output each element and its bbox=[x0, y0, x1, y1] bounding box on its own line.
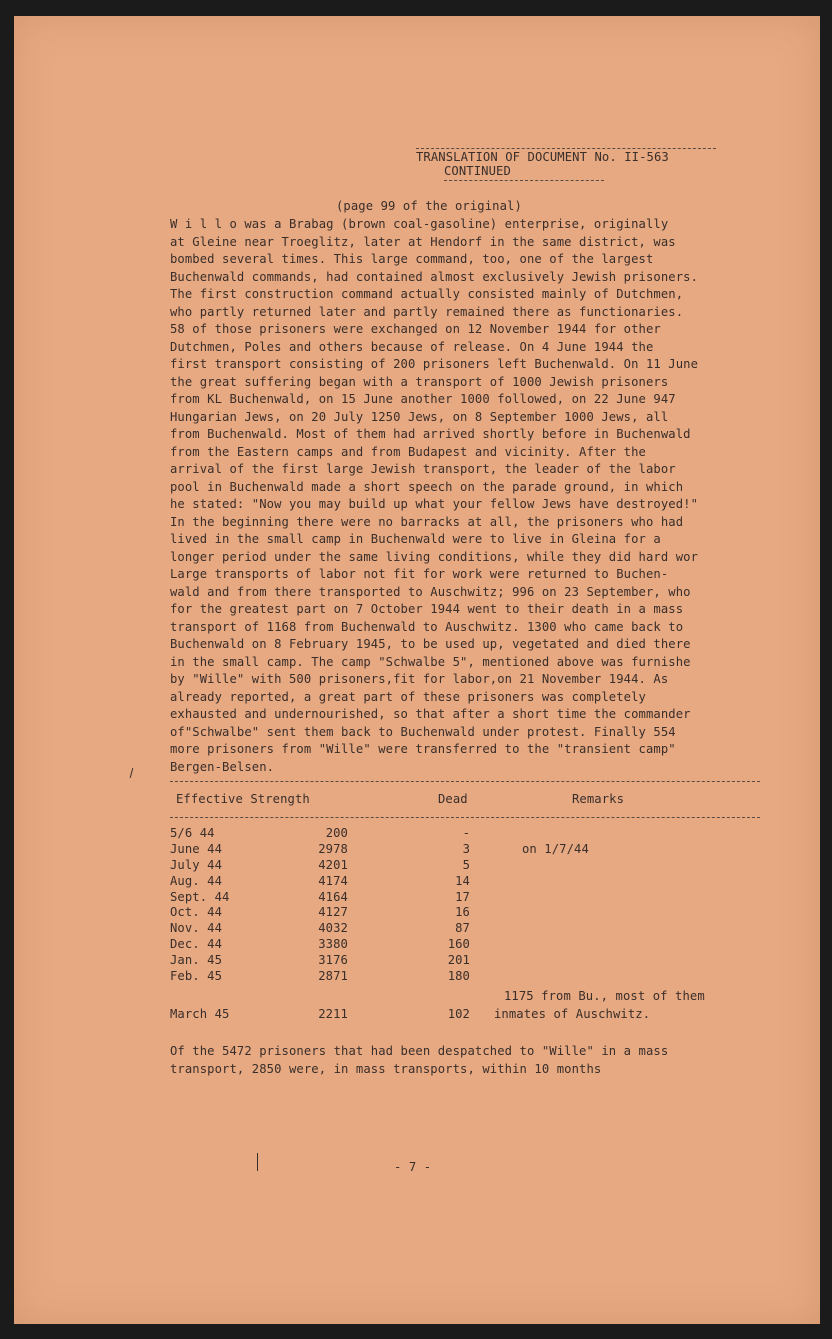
header-dead: Dead bbox=[438, 792, 468, 806]
text-line: pool in Buchenwald made a short speech on the parade ground, in which bbox=[170, 479, 684, 494]
heading-continued: CONTINUED bbox=[444, 164, 604, 181]
table-row bbox=[170, 858, 770, 874]
closing-text bbox=[170, 1043, 770, 1078]
text-line: arrival of the first large Jewish transport, the leader of the labor bbox=[170, 462, 676, 476]
text-line: of"Schwalbe" sent them back to Buchenwald under protest. Finally 554 bbox=[170, 724, 676, 739]
page-reference: (page 99 of the original) bbox=[336, 199, 522, 213]
cell-dead: 3 bbox=[462, 841, 470, 856]
cell-remarks-note: 1175 from Bu., most of them bbox=[504, 988, 705, 1003]
cell-strength: 200 bbox=[325, 826, 348, 840]
header-remarks: Remarks bbox=[572, 792, 625, 806]
cell-dead: 14 bbox=[455, 873, 470, 888]
text-line: Large transports of labor not fit for work were returned to Buchen- bbox=[170, 567, 669, 581]
text-line: at Gleine near Troeglitz, later at Hendorf in the same district, was bbox=[170, 234, 676, 249]
header-strength: Effective Strength bbox=[176, 792, 310, 806]
text-line: Buchenwald commands, had contained almost exclusively Jewish prisoners. bbox=[170, 269, 699, 284]
heading-title: TRANSLATION OF DOCUMENT No. II-563 bbox=[416, 148, 716, 164]
text-line: Dutchmen, Poles and others because of release. On 4 June 1944 the bbox=[170, 339, 654, 354]
text-line: in the small camp. The camp "Schwalbe 5", mentioned above was furnishe bbox=[170, 654, 691, 669]
cell-month: June 44 bbox=[170, 841, 223, 856]
text-line: the great suffering began with a transport of 1000 Jewish prisoners bbox=[170, 374, 669, 389]
cell-month: Sept. 44 bbox=[170, 889, 230, 904]
text-line: already reported, a great part of these prisoners was completely bbox=[170, 689, 646, 704]
table-row bbox=[170, 921, 770, 937]
text-line: exhausted and undernourished, so that after a short time the commander bbox=[170, 707, 691, 721]
cell-dead: 102 bbox=[447, 1006, 470, 1021]
cell-month: March 45 bbox=[170, 1006, 230, 1021]
cell-dead: 180 bbox=[447, 969, 470, 984]
text-line: longer period under the same living conditions, while they did hard wor bbox=[170, 549, 699, 564]
cell-dead: 17 bbox=[455, 889, 470, 904]
table-row bbox=[170, 937, 770, 953]
cell-month: Jan. 45 bbox=[170, 953, 223, 968]
cell-dead: 5 bbox=[462, 857, 470, 872]
table-row bbox=[170, 826, 770, 842]
cell-dead: 87 bbox=[455, 921, 470, 936]
table-row bbox=[170, 905, 770, 921]
text-line: more prisoners from "Wille" were transferred to the "transient camp" bbox=[170, 742, 676, 756]
text-line: from KL Buchenwald, on 15 June another 1000 followed, on 22 June 947 bbox=[170, 392, 676, 406]
cell-strength: 4174 bbox=[318, 873, 348, 888]
cell-month: 5/6 44 bbox=[170, 826, 215, 840]
text-line: transport of 1168 from Buchenwald to Auschwitz. 1300 who came back to bbox=[170, 619, 684, 634]
table-top-rule bbox=[170, 781, 760, 782]
table-header-rule bbox=[170, 817, 760, 818]
table-row bbox=[170, 1007, 770, 1023]
text-line: he stated: "Now you may build up what your fellow Jews have destroyed!" bbox=[170, 497, 699, 511]
cell-month: Feb. 45 bbox=[170, 969, 223, 984]
text-line: for the greatest part on 7 October 1944 went to their death in a mass bbox=[170, 602, 684, 616]
table-row bbox=[170, 842, 770, 858]
text-line: The first construction command actually consisted mainly of Dutchmen, bbox=[170, 287, 684, 301]
text-line: lived in the small camp in Buchenwald were to live in Gleina for a bbox=[170, 532, 661, 546]
cell-strength: 4164 bbox=[318, 889, 348, 904]
text-line: Hungarian Jews, on 20 July 1250 Jews, on 8 September 1000 Jews, all bbox=[170, 409, 669, 424]
text-line: Of the 5472 prisoners that had been despatched to "Wille" in a mass bbox=[170, 1044, 669, 1058]
text-line: by "Wille" with 500 prisoners,fit for labor,on 21 November 1944. As bbox=[170, 672, 669, 686]
cell-remarks: inmates of Auschwitz. bbox=[494, 1006, 651, 1021]
text-line: first transport consisting of 200 prisoners left Buchenwald. On 11 June bbox=[170, 357, 699, 371]
cell-month: Oct. 44 bbox=[170, 905, 223, 920]
cell-strength: 3176 bbox=[318, 953, 348, 968]
text-line: Buchenwald on 8 February 1945, to be used up, vegetated and died there bbox=[170, 637, 691, 651]
cell-month: Dec. 44 bbox=[170, 937, 223, 952]
table-row bbox=[170, 874, 770, 890]
body-text bbox=[170, 216, 770, 776]
cell-dead: 16 bbox=[455, 905, 470, 920]
cell-dead: 160 bbox=[447, 937, 470, 952]
text-line: from the Eastern camps and from Budapest and vicinity. After the bbox=[170, 444, 646, 459]
table-row bbox=[170, 953, 770, 969]
cell-strength: 4201 bbox=[318, 857, 348, 872]
text-line: transport, 2850 were, in mass transports, within 10 months bbox=[170, 1061, 602, 1076]
cell-strength: 2978 bbox=[318, 841, 348, 856]
table-row bbox=[170, 969, 770, 985]
cell-strength: 2211 bbox=[318, 1006, 348, 1021]
cell-strength: 4127 bbox=[318, 905, 348, 920]
cell-strength: 4032 bbox=[318, 921, 348, 936]
text-line: wald and from there transported to Auschwitz; 996 on 23 September, who bbox=[170, 584, 691, 599]
strength-table bbox=[170, 826, 770, 1023]
page-number: - 7 - bbox=[394, 1160, 432, 1174]
cell-strength: 2871 bbox=[318, 969, 348, 984]
text-line: 58 of those prisoners were exchanged on 12 November 1944 for other bbox=[170, 322, 661, 336]
cell-strength: 3380 bbox=[318, 937, 348, 952]
text-line: bombed several times. This large command, too, one of the largest bbox=[170, 252, 654, 266]
table-row bbox=[170, 890, 770, 906]
cell-dead: - bbox=[462, 826, 470, 840]
text-line: W i l l o was a Brabag (brown coal-gasoline) enterprise, originally bbox=[170, 217, 669, 231]
text-line: In the beginning there were no barracks at all, the prisoners who had bbox=[170, 514, 684, 529]
cell-month: July 44 bbox=[170, 857, 223, 872]
cell-dead: 201 bbox=[447, 953, 470, 968]
cell-month: Aug. 44 bbox=[170, 873, 223, 888]
text-line: from Buchenwald. Most of them had arrived shortly before in Buchenwald bbox=[170, 427, 691, 441]
cell-remarks: on 1/7/44 bbox=[522, 841, 589, 856]
document-heading bbox=[416, 148, 716, 181]
text-line: who partly returned later and partly remained there as functionaries. bbox=[170, 304, 684, 319]
cell-month: Nov. 44 bbox=[170, 921, 223, 936]
margin-mark bbox=[257, 1153, 258, 1171]
text-line: Bergen-Belsen. bbox=[170, 759, 275, 774]
table-note-row bbox=[170, 989, 770, 1005]
